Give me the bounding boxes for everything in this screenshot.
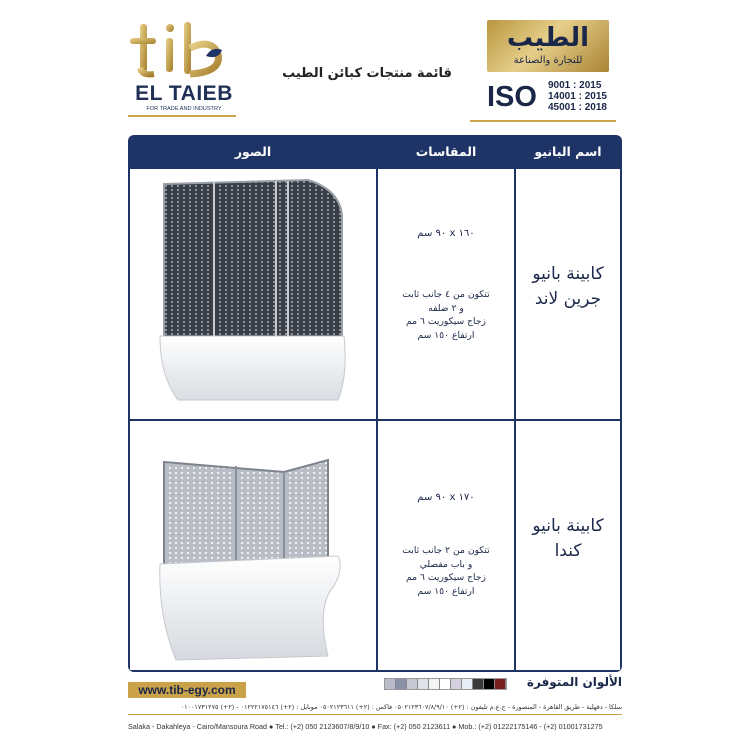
color-swatch (396, 679, 407, 689)
website-link[interactable]: www.tib-egy.com (128, 682, 246, 698)
color-swatch (429, 679, 440, 689)
product-description: تتكون من ٤ جانب ثابت و ٢ ضلفه زجاج سيكوريت ٦ مم ارتفاع ١٥٠ سم (402, 289, 490, 341)
color-swatch (484, 679, 495, 689)
color-swatches (384, 678, 507, 690)
product-size: ١٧٠ x ٩٠ سم (417, 492, 475, 503)
product-size: ١٦٠ x ٩٠ سم (417, 228, 475, 239)
product-description: تتكون من ٢ جانب ثابت و باب مفصلي زجاج سيكوريت ٦ مم ارتفاع ١٥٠ سم (402, 545, 490, 597)
address-arabic: سلكا - دقهلية - طريق القاهرة - المنصورة - ج.ع.م تليفون : (٢+) ٠٥٠٢١٢٣٦٠٧/٨/٩/١٠ فاكس : (٢+) ٠٥٠٢١٢٣٦١١ موبايل : (٢+) ٠١٢٢٢١٧٥١٤٦ - (٢+) ٠١٠٠١٧٣١٢٧٥ (180, 703, 622, 711)
shower-cabin-canada-photo (156, 456, 346, 664)
el-taieb-logo (128, 18, 240, 122)
iso-cert-row: 45001 : 2018 (548, 102, 607, 113)
header-sizes: المقاسات (415, 144, 477, 159)
color-swatch (385, 679, 396, 689)
product-name: كابينة بانيو جرين لاند (532, 264, 604, 309)
iso-cert-row: 9001 : 2015 (548, 80, 602, 91)
header-photos: الصور (234, 144, 272, 159)
page-title: قائمة منتجات كبائن الطيب (282, 66, 452, 81)
brand-subtitle: للتجارة والصناعة (513, 55, 583, 66)
logo-name: EL TAIEB (135, 82, 233, 105)
header-product-name: اسم البانيو (534, 144, 602, 159)
address-english: Salaka - Dakahleya - Cairo/Mansoura Road ● Tel.: (+2) 050 2123607/8/9/10 ● Fax: (+2) 050 2123611 ● Mob.: (+2) 01222175146 - (+2) 01001731275 (128, 722, 603, 731)
color-swatch (462, 679, 473, 689)
logo-divider (128, 115, 236, 117)
color-swatch (407, 679, 418, 689)
shower-cabin-greenland-photo (158, 176, 348, 408)
footer-divider (128, 714, 622, 715)
color-swatch (495, 679, 506, 689)
header-divider (470, 120, 616, 122)
tib-logo-mark (128, 18, 240, 82)
brand-name: الطيب (506, 23, 590, 53)
iso-label: ISO (487, 81, 537, 113)
brand-badge (487, 20, 609, 72)
color-swatch (473, 679, 484, 689)
iso-cert-list (548, 80, 607, 113)
color-swatch (440, 679, 451, 689)
available-colors-label: الألوان المتوفرة (526, 675, 622, 689)
color-swatch (418, 679, 429, 689)
product-name: كابينة بانيو كندا (532, 516, 604, 561)
iso-cert-row: 14001 : 2015 (548, 91, 607, 102)
color-swatch (451, 679, 462, 689)
logo-subtitle: FOR TRADE AND INDUSTRY (146, 106, 222, 112)
